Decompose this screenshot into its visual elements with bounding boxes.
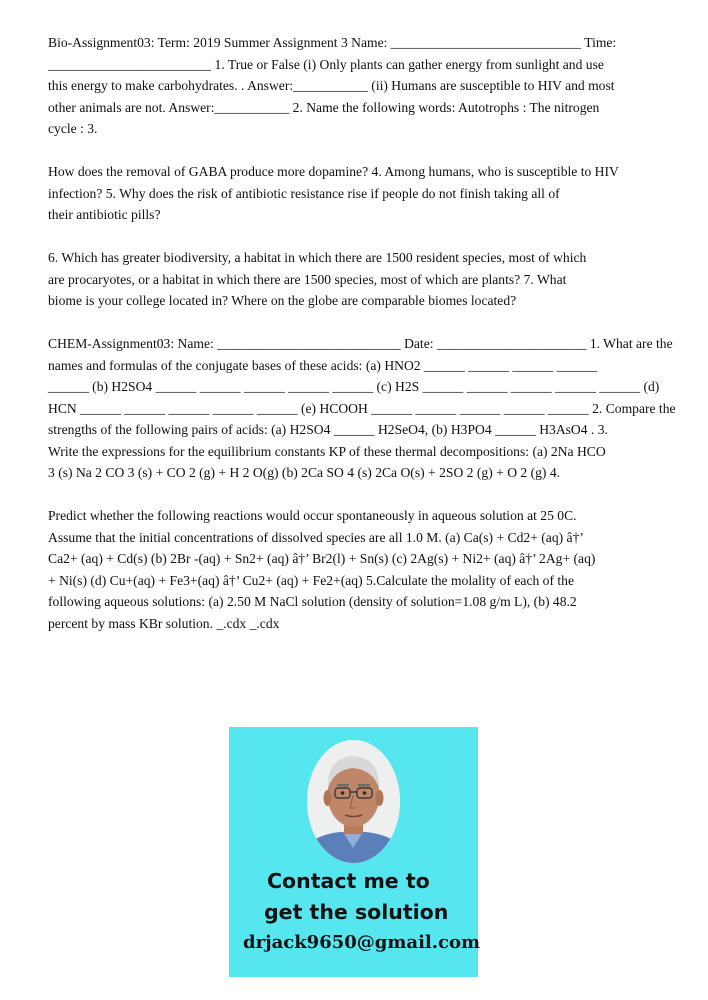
text-line: Write the expressions for the equilibrium constants KP of these thermal decompositions: (a) 2Na HCO (48, 443, 606, 459)
text-line: HCN ______ ______ ______ ______ ______ (e) HCOOH ______ ______ ______ ______ ______ 2. Compare the (48, 400, 676, 416)
contact-promo-banner (229, 727, 481, 977)
text-line: Assume that the initial concentrations of dissolved species are all 1.0 M. (a) Ca(s) + Cd2+ (aq) â†’ (48, 529, 584, 545)
promo-headline-line-1: Contact me to (267, 869, 430, 893)
text-line: How does the removal of GABA produce more dopamine? 4. Among humans, who is susceptible to HIV (48, 164, 619, 179)
portrait-illustration (307, 740, 400, 863)
text-line: ________________________ 1. True or False (i) Only plants can gather energy from sunlight and use (48, 56, 604, 72)
assignment-text (48, 32, 708, 634)
portrait-photo (307, 740, 400, 863)
paragraph-gap (48, 312, 708, 334)
text-line: biome is your college located in? Where on the globe are comparable biomes located? (48, 293, 517, 308)
contact-email: drjack9650@gmail.com (243, 932, 481, 953)
text-line: infection? 5. Why does the risk of antibiotic resistance rise if people do not finish taking all of (48, 185, 560, 201)
text-line: their antibiotic pills? (48, 207, 161, 222)
paragraph-gap (48, 226, 708, 248)
text-line: this energy to make carbohydrates. . Answer:___________ (ii) Humans are susceptible to HIV and most (48, 78, 615, 93)
text-line: 6. Which has greater biodiversity, a habitat in which there are 1500 resident species, most of which (48, 250, 587, 265)
promo-headline-line-2: get the solution (264, 900, 449, 924)
text-line: strengths of the following pairs of acids: (a) H2SO4 ______ H2SeO4, (b) H3PO4 ______ H3AsO4 . 3. (48, 422, 608, 437)
text-line: ______ (b) H2SO4 ______ ______ ______ ______ ______ (c) H2S ______ ______ ______ ______ ______ (d) (48, 379, 660, 394)
paragraph-gap (48, 484, 708, 506)
text-line: CHEM-Assignment03: Name: ___________________________ Date: ______________________ 1. What are the (48, 336, 673, 351)
text-line: Predict whether the following reactions would occur spontaneously in aqueous solution at 25 0C. (48, 508, 577, 523)
text-line: are procaryotes, or a habitat in which there are 1500 species, most of which are plants? 7. What (48, 271, 567, 287)
text-line: names and formulas of the conjugate bases of these acids: (a) HNO2 ______ ______ ______ ______ (48, 357, 598, 373)
text-line: cycle : 3. (48, 121, 98, 136)
text-line: percent by mass KBr solution. _.cdx _.cdx (48, 615, 280, 631)
text-line: 3 (s) Na 2 CO 3 (s) + CO 2 (g) + H 2 O(g) (b) 2Ca SO 4 (s) 2Ca O(s) + 2SO 2 (g) + O 2 (g) 4. (48, 465, 561, 480)
paragraph-gap (48, 140, 708, 162)
text-line: + Ni(s) (d) Cu+(aq) + Fe3+(aq) â†’ Cu2+ (aq) + Fe2+(aq) 5.Calculate the molality of each of the (48, 572, 575, 588)
text-line: other animals are not. Answer:___________ 2. Name the following words: Autotrophs : The nitrogen (48, 99, 600, 115)
text-line: Ca2+ (aq) + Cd(s) (b) 2Br -(aq) + Sn2+ (aq) â†’ Br2(l) + Sn(s) (c) 2Ag(s) + Ni2+ (aq) â†’ 2Ag+ (aq) (48, 551, 596, 566)
text-line: following aqueous solutions: (a) 2.50 M NaCl solution (density of solution=1.08 g/m L), (b) 48.2 (48, 594, 577, 609)
text-line: Bio-Assignment03: Term: 2019 Summer Assignment 3 Name: ____________________________ Time: (48, 35, 617, 50)
